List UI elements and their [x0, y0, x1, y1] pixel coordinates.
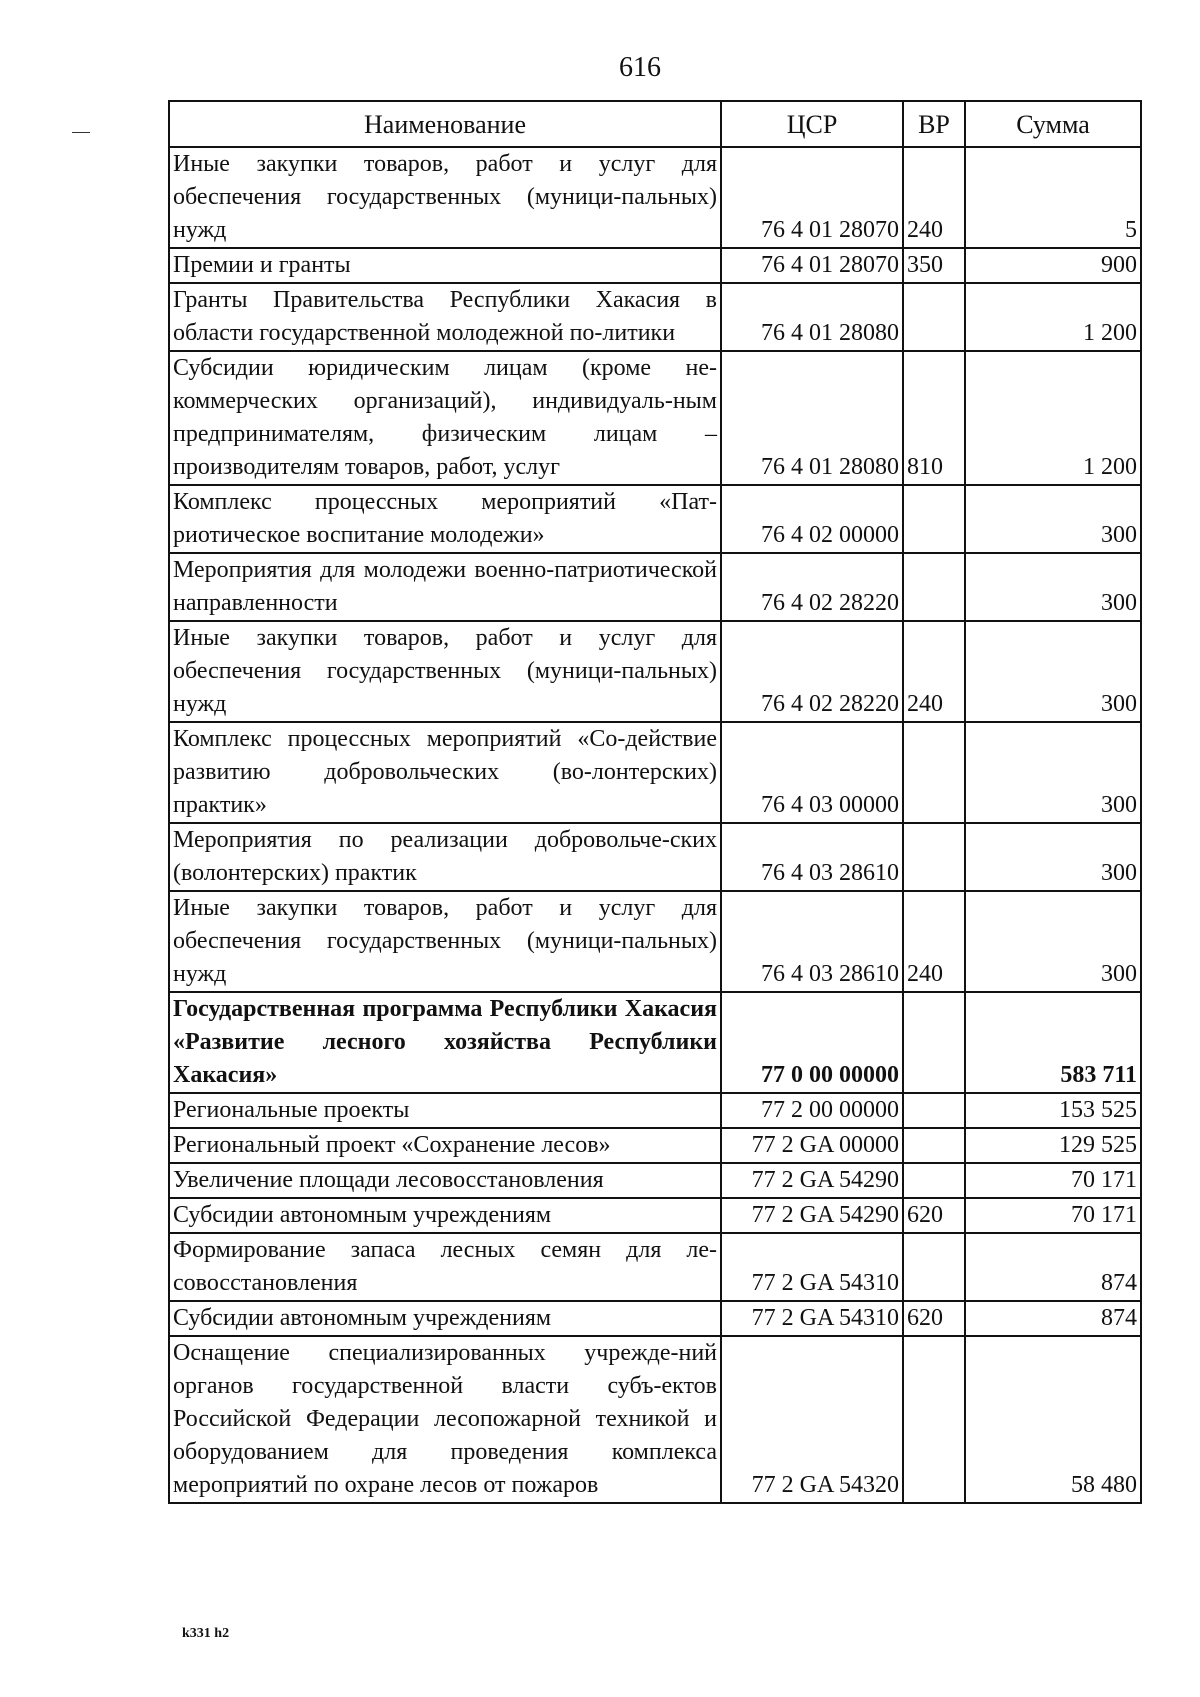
row-csr: 77 2 GA 54310 [721, 1301, 903, 1336]
table-row [169, 1233, 1141, 1301]
table-row [169, 147, 1141, 248]
row-name: Комплекс процессных мероприятий «Со-действие развитию добровольческих (во-лонтерских) практик» [169, 722, 721, 823]
row-name: Комплекс процессных мероприятий «Пат-риотическое воспитание молодежи» [169, 485, 721, 553]
row-name: Мероприятия по реализации добровольче-ских (волонтерских) практик [169, 823, 721, 891]
row-csr: 77 2 GA 00000 [721, 1128, 903, 1163]
row-sum: 583 711 [965, 992, 1141, 1093]
row-csr: 77 0 00 00000 [721, 992, 903, 1093]
row-name: Мероприятия для молодежи военно-патриотической направленности [169, 553, 721, 621]
row-sum: 70 171 [965, 1163, 1141, 1198]
row-vr: 240 [903, 891, 965, 992]
row-name: Региональный проект «Сохранение лесов» [169, 1128, 721, 1163]
footer-code: k331 h2 [182, 1626, 230, 1641]
table-body [169, 147, 1141, 1503]
row-vr [903, 1128, 965, 1163]
header-name: Наименование [169, 101, 721, 147]
table-row [169, 992, 1141, 1093]
row-name: Премии и гранты [169, 248, 721, 283]
row-name: Иные закупки товаров, работ и услуг для обеспечения государственных (муници-пальных) нужд [169, 891, 721, 992]
table-row [169, 553, 1141, 621]
budget-table [168, 100, 1142, 1504]
table-row [169, 351, 1141, 485]
row-sum: 900 [965, 248, 1141, 283]
table-row [169, 485, 1141, 553]
row-sum: 5 [965, 147, 1141, 248]
row-csr: 76 4 03 28610 [721, 823, 903, 891]
row-csr: 76 4 02 00000 [721, 485, 903, 553]
table-row [169, 722, 1141, 823]
row-sum: 1 200 [965, 283, 1141, 351]
row-name: Оснащение специализированных учрежде-ний органов государственной власти субъ-ектов Российской Федерации лесопожарной техникой и оборудованием для проведения комплекса мероприятий по охране лесов от пожаров [169, 1336, 721, 1503]
row-csr: 76 4 01 28070 [721, 147, 903, 248]
table-row [169, 1093, 1141, 1128]
row-csr: 76 4 01 28070 [721, 248, 903, 283]
row-vr [903, 283, 965, 351]
row-name: Региональные проекты [169, 1093, 721, 1128]
row-sum: 300 [965, 621, 1141, 722]
row-name: Государственная программа Республики Хакасия «Развитие лесного хозяйства Республики Хакасия» [169, 992, 721, 1093]
row-csr: 76 4 02 28220 [721, 621, 903, 722]
table-row [169, 1336, 1141, 1503]
table-row [169, 823, 1141, 891]
row-sum: 58 480 [965, 1336, 1141, 1503]
row-sum: 300 [965, 553, 1141, 621]
row-sum: 129 525 [965, 1128, 1141, 1163]
margin-mark [72, 132, 90, 133]
row-vr: 810 [903, 351, 965, 485]
table-header-row [169, 101, 1141, 147]
row-vr: 240 [903, 621, 965, 722]
row-sum: 300 [965, 823, 1141, 891]
row-name: Увеличение площади лесовосстановления [169, 1163, 721, 1198]
table-row [169, 248, 1141, 283]
row-vr [903, 553, 965, 621]
row-sum: 70 171 [965, 1198, 1141, 1233]
row-vr [903, 1093, 965, 1128]
table-row [169, 1198, 1141, 1233]
row-csr: 77 2 GA 54320 [721, 1336, 903, 1503]
row-name: Иные закупки товаров, работ и услуг для обеспечения государственных (муници-пальных) нужд [169, 621, 721, 722]
table-row [169, 1128, 1141, 1163]
row-name: Формирование запаса лесных семян для ле-совосстановления [169, 1233, 721, 1301]
row-sum: 1 200 [965, 351, 1141, 485]
row-sum: 874 [965, 1233, 1141, 1301]
row-vr [903, 1233, 965, 1301]
table-row [169, 1301, 1141, 1336]
row-name: Гранты Правительства Республики Хакасия в области государственной молодежной по-литики [169, 283, 721, 351]
row-sum: 153 525 [965, 1093, 1141, 1128]
row-vr [903, 1163, 965, 1198]
row-csr: 77 2 GA 54290 [721, 1163, 903, 1198]
table-row [169, 283, 1141, 351]
row-csr: 77 2 GA 54310 [721, 1233, 903, 1301]
row-name: Субсидии автономным учреждениям [169, 1301, 721, 1336]
row-name: Иные закупки товаров, работ и услуг для обеспечения государственных (муници-пальных) нужд [169, 147, 721, 248]
row-vr [903, 722, 965, 823]
header-csr: ЦСР [721, 101, 903, 147]
header-sum: Сумма [965, 101, 1141, 147]
row-csr: 77 2 00 00000 [721, 1093, 903, 1128]
row-vr [903, 992, 965, 1093]
row-vr: 240 [903, 147, 965, 248]
row-sum: 300 [965, 722, 1141, 823]
row-vr: 350 [903, 248, 965, 283]
row-name: Субсидии юридическим лицам (кроме не-коммерческих организаций), индивидуаль-ным предпринимателям, физическим лицам – производителям товаров, работ, услуг [169, 351, 721, 485]
row-sum: 874 [965, 1301, 1141, 1336]
row-sum: 300 [965, 485, 1141, 553]
row-name: Субсидии автономным учреждениям [169, 1198, 721, 1233]
row-csr: 76 4 03 00000 [721, 722, 903, 823]
row-csr: 76 4 01 28080 [721, 351, 903, 485]
row-csr: 76 4 03 28610 [721, 891, 903, 992]
row-csr: 77 2 GA 54290 [721, 1198, 903, 1233]
page-number: 616 [619, 52, 661, 83]
table-row [169, 1163, 1141, 1198]
row-sum: 300 [965, 891, 1141, 992]
row-vr [903, 485, 965, 553]
row-csr: 76 4 01 28080 [721, 283, 903, 351]
row-vr [903, 1336, 965, 1503]
table-row [169, 621, 1141, 722]
row-csr: 76 4 02 28220 [721, 553, 903, 621]
row-vr [903, 823, 965, 891]
table-row [169, 891, 1141, 992]
header-vr: ВР [903, 101, 965, 147]
row-vr: 620 [903, 1198, 965, 1233]
row-vr: 620 [903, 1301, 965, 1336]
